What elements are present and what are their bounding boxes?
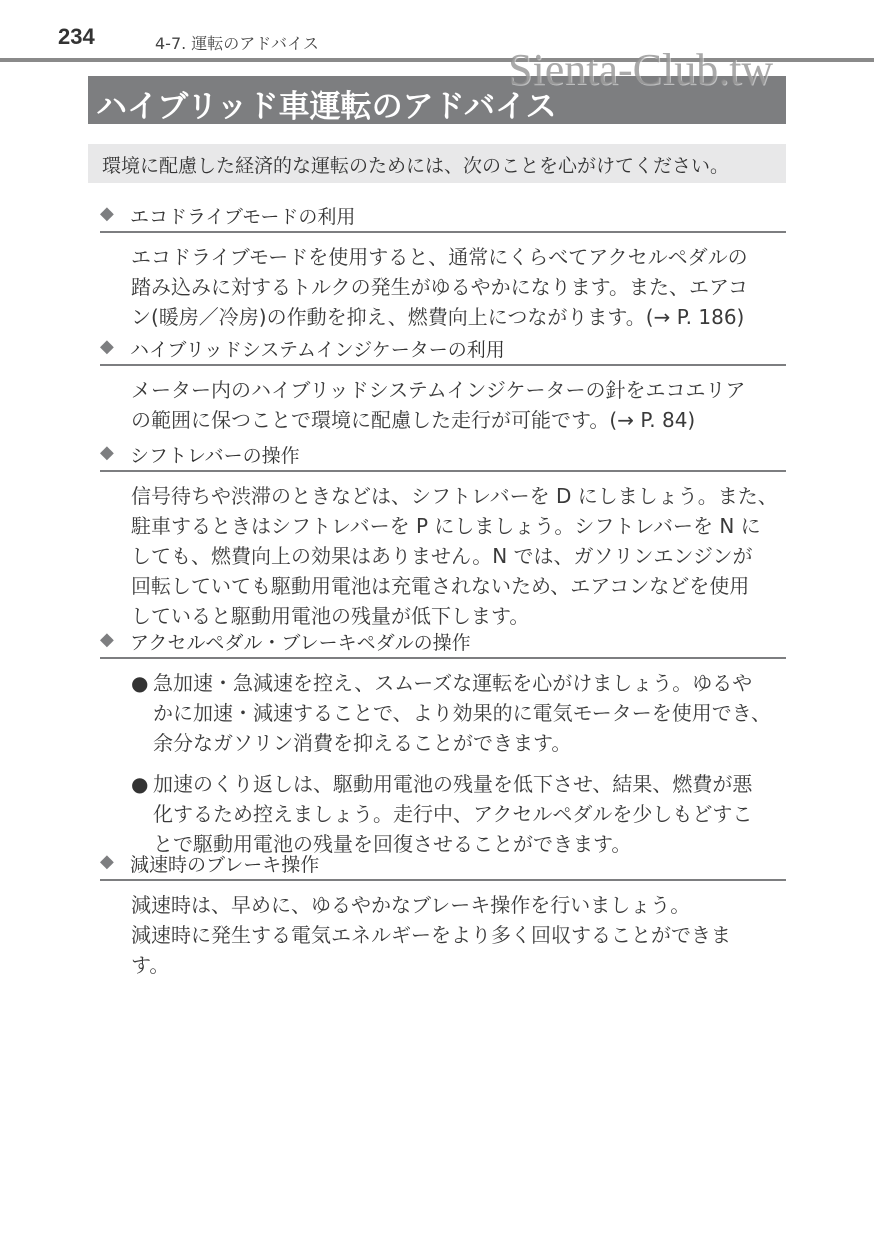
section-body xyxy=(131,890,786,980)
body-line: 回転していても駆動用電池は充電されないため、エアコンなどを使用 xyxy=(131,574,750,598)
bullet-line: 急加速・急減速を控え、スムーズな運転を心がけましょう。ゆるや xyxy=(153,671,753,695)
body-line: 踏み込みに対するトルクの発生がゆるやかになります。また、エアコ xyxy=(131,275,748,299)
body-line: 信号待ちや渋滞のときなどは、シフトレバーを D にしましょう。また、 xyxy=(131,484,778,508)
section-heading-text: 減速時のブレーキ操作 xyxy=(130,854,320,876)
section-heading xyxy=(100,849,786,881)
body-line: していると駆動用電池の残量が低下します。 xyxy=(131,604,530,628)
bullet-dot-icon: ● xyxy=(131,772,149,796)
intro-box xyxy=(88,144,786,183)
bullet-line: 加速のくり返しは、駆動用電池の残量を低下させ、結果、燃費が悪 xyxy=(153,772,753,796)
body-line: ン(暖房／冷房)の作動を抑え、燃費向上につながります。(→ P. 186) xyxy=(131,305,745,329)
diamond-icon: ◆ xyxy=(100,851,114,872)
chapter-label: 4-7. 運転のアドバイス xyxy=(155,34,319,53)
intro-text: 環境に配慮した経済的な運転のためには、次のことを心がけてください。 xyxy=(102,155,730,177)
section-deceleration-braking xyxy=(100,849,786,980)
section-heading xyxy=(100,627,786,659)
body-line: 駐車するときはシフトレバーを P にしましょう。シフトレバーを N に xyxy=(131,514,761,538)
bullet-line: 化するため控えましょう。走行中、アクセルペダルを少しもどすこ xyxy=(153,802,753,826)
page-number: 234 xyxy=(58,24,95,49)
section-body xyxy=(131,375,786,435)
section-body xyxy=(131,242,786,332)
section-heading-text: エコドライブモードの利用 xyxy=(130,206,356,228)
body-line: エコドライブモードを使用すると、通常にくらべてアクセルペダルの xyxy=(131,245,748,269)
body-line: 減速時は、早めに、ゆるやかなブレーキ操作を行いましょう。 xyxy=(131,893,691,917)
section-heading-text: アクセルペダル・ブレーキペダルの操作 xyxy=(130,632,471,654)
section-eco-drive-mode xyxy=(100,201,786,332)
section-heading-text: ハイブリッドシステムインジケーターの利用 xyxy=(130,339,505,361)
section-hybrid-indicator xyxy=(100,334,786,435)
section-pedal-operation xyxy=(100,627,786,859)
section-heading xyxy=(100,440,786,472)
body-line: す。 xyxy=(131,953,170,977)
body-line: 減速時に発生する電気エネルギーをより多く回収することができま xyxy=(131,923,731,947)
body-line: しても、燃費向上の効果はありません。N では、ガソリンエンジンが xyxy=(131,544,753,568)
body-line: の範囲に保つことで環境に配慮した走行が可能です。(→ P. 84) xyxy=(131,408,696,432)
section-body xyxy=(131,481,786,631)
diamond-icon: ◆ xyxy=(100,203,114,224)
bullet-line: かに加速・減速することで、より効果的に電気モーターを使用でき、 xyxy=(153,701,771,725)
diamond-icon: ◆ xyxy=(100,442,114,463)
bullet-item xyxy=(131,769,786,859)
page-title: ハイブリッド車運転のアドバイス xyxy=(96,89,557,125)
bullet-line: とで駆動用電池の残量を回復させることができます。 xyxy=(153,832,632,856)
section-shift-lever xyxy=(100,440,786,631)
bullet-dot-icon: ● xyxy=(131,671,149,695)
section-heading-text: シフトレバーの操作 xyxy=(130,445,300,467)
watermark: Sienta-Club.tw xyxy=(508,45,774,94)
section-heading xyxy=(100,334,786,366)
body-line: メーター内のハイブリッドシステムインジケーターの針をエコエリア xyxy=(131,378,746,402)
bullet-item xyxy=(131,668,786,758)
bullet-line: 余分なガソリン消費を抑えることができます。 xyxy=(153,731,572,755)
section-heading xyxy=(100,201,786,233)
diamond-icon: ◆ xyxy=(100,336,114,357)
diamond-icon: ◆ xyxy=(100,629,114,650)
